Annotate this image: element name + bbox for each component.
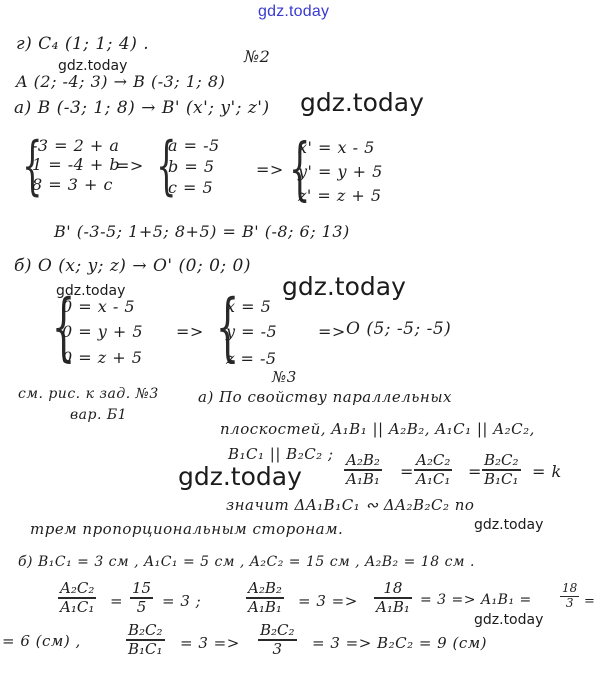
task2-result-a: B' (-3-5; 1+5; 8+5) = B' (-8; 6; 13) [54,222,350,241]
task3-conclusion: значит ΔA₁B₁C₁ ∾ ΔA₂B₂C₂ по [226,496,475,514]
task3-a-line-3: B₁C₁ || B₂C₂ ; [228,445,334,463]
calc1-frac-1-num: A₂C₂ [60,579,95,597]
task3-note-1: см. рис. к зад. №3 [18,386,159,402]
watermark-big-1: gdz.today [300,88,424,117]
ratio-frac-2-den: A₁C₁ [416,469,451,488]
ratio-frac-3 [482,452,521,488]
sys1-row-1: -3 = 2 + a [32,136,120,155]
sys2-row-2: b = 5 [168,157,215,176]
calc1-frac-1-den: A₁C₁ [60,597,95,616]
calc2-frac-1-den: B₁C₁ [128,639,163,658]
calc2-frac-1-num: B₂C₂ [128,621,163,639]
brace-2: { [156,129,177,203]
task3-a-line-1: а) По свойству параллельных [198,388,452,406]
ratio-frac-1 [344,452,382,488]
calc2-after-1: = 3 => [180,634,240,652]
calc1-tail: = [584,594,596,609]
ratio-frac-3-num: B₂C₂ [484,451,519,469]
watermark-big-3: gdz.today [178,462,302,491]
sys3-row-1: x' = x - 5 [298,138,375,157]
watermark-small-2: gdz.today [56,283,126,299]
sys1-row-2: 1 = -4 + b [32,155,121,174]
ratio-eq-2: = [468,462,482,481]
task2-given: A (2; -4; 3) → B (-3; 1; 8) [16,72,226,91]
calc1-eq-1: = [110,592,124,610]
calc1-frac-3-num: A₂B₂ [248,579,282,597]
task3-number: №3 [272,368,297,386]
sys2-row-3: c = 5 [168,178,214,197]
task3-b-given: б) B₁C₁ = 3 см , A₁C₁ = 5 см , A₂C₂ = 15 см , A₂B₂ = 18 см . [18,554,475,570]
brace-4: { [51,284,76,370]
sys4-row-3: 0 = z + 5 [62,348,143,367]
task2-result-b: O (5; -5; -5) [346,319,452,339]
calc2-lead: = 6 (см) , [2,632,81,650]
calc1-frac-2 [130,580,153,616]
sys4-row-2: 0 = y + 5 [62,322,144,341]
task2-b-header: б) O (x; y; z) → O' (0; 0; 0) [14,256,251,276]
ratio-eq-1: = [400,462,414,481]
watermark-big-2: gdz.today [282,272,406,301]
watermark-small-3: gdz.today [474,517,544,533]
watermark-top: gdz.today [258,3,330,20]
sys4-row-1: 0 = x - 5 [62,297,136,316]
calc1-mid: = 3 ; [162,592,202,610]
task3-a-line-2: плоскостей, A₁B₁ || A₂B₂, A₁C₁ || A₂C₂, [220,420,535,438]
calc2-frac-2-den: 3 [272,639,283,658]
calc1-after-4: = 3 => A₁B₁ = [420,592,532,608]
calc1-frac-1 [58,580,96,616]
part-g-line: г) C₄ (1; 1; 4) . [16,34,150,54]
task3-note-2: вар. Б1 [70,407,128,423]
sys5-row-3: z = -5 [226,349,277,368]
watermark-small-1: gdz.today [58,58,128,74]
calc1-frac-4-num: 18 [383,579,403,597]
arrow-4: => [318,322,346,341]
sys5-row-1: x = 5 [226,297,272,316]
calc1-frac-4-den: A₁B₁ [376,597,410,616]
calc2-after-2: = 3 => B₂C₂ = 9 (см) [312,634,488,652]
task3-conclusion-2: трем пропорциональным сторонам. [30,520,344,538]
sys3-row-2: y' = y + 5 [298,162,383,181]
calc1-after-3: = 3 => [298,592,358,610]
calc2-frac-2-num: B₂C₂ [260,621,295,639]
calc2-frac-2 [258,622,297,658]
ratio-frac-2 [414,452,452,488]
brace-1: { [22,129,43,203]
task2-a-header: а) B (-3; 1; 8) → B' (x'; y'; z') [14,98,270,118]
sys3-row-3: z' = z + 5 [298,186,382,205]
ratio-frac-1-num: A₂B₂ [346,451,380,469]
calc1-frac-3 [246,580,284,616]
ratio-frac-3-den: B₁C₁ [484,469,519,488]
sys5-row-2: y = -5 [226,322,278,341]
watermark-small-4: gdz.today [474,612,544,628]
brace-3: { [288,130,311,209]
calc2-frac-1 [126,622,165,658]
arrow-2: => [256,160,284,179]
ratio-frac-2-num: A₂C₂ [416,451,451,469]
calc1-frac-5-num: 18 [562,581,578,595]
calc1-frac-5 [560,582,579,611]
ratio-k: = k [532,462,562,481]
sys2-row-1: a = -5 [168,136,220,155]
ratio-frac-1-den: A₁B₁ [346,469,380,488]
brace-5: { [215,284,240,370]
calc1-frac-2-den: 5 [136,597,147,616]
calc1-frac-4 [374,580,412,616]
calc1-frac-5-den: 3 [565,596,574,611]
arrow-3: => [176,322,204,341]
sys1-row-3: 8 = 3 + c [32,175,113,194]
calc1-frac-2-num: 15 [132,579,152,597]
task2-number: №2 [244,47,271,66]
calc1-frac-3-den: A₁B₁ [248,597,282,616]
arrow-1: => [116,156,144,175]
